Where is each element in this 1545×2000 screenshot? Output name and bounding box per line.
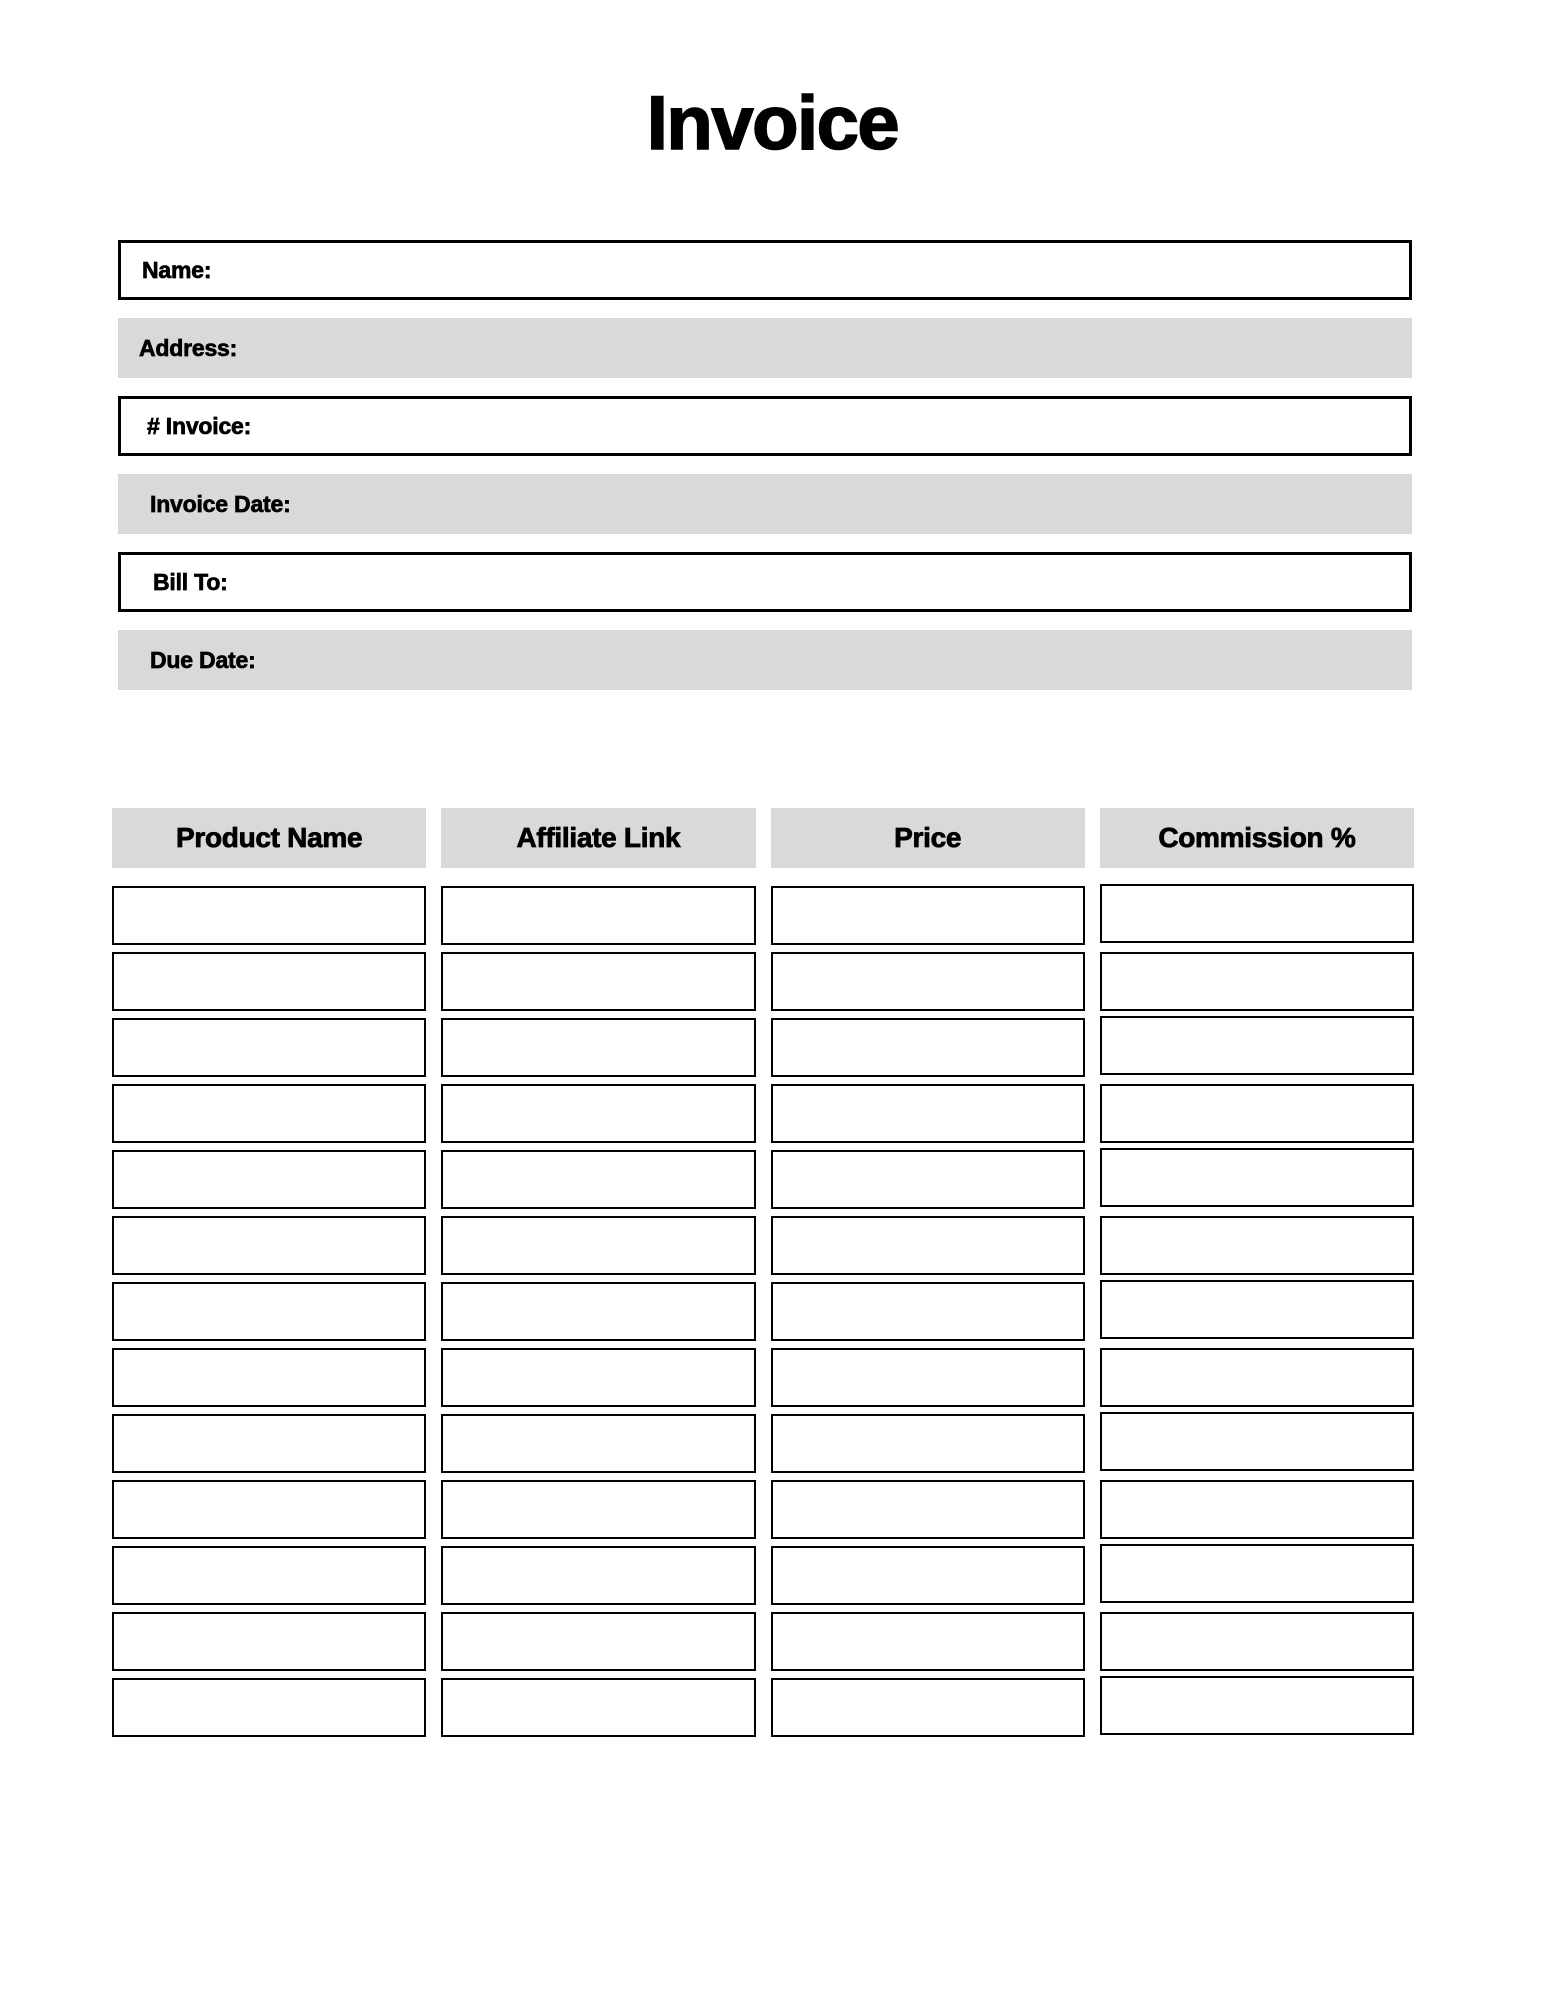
cell-commission-pct[interactable] [1100, 884, 1414, 943]
cell-product-name[interactable] [112, 1414, 426, 1473]
cell-product-name[interactable] [112, 1216, 426, 1275]
page-title: Invoice [646, 81, 899, 166]
cell-commission-pct[interactable] [1100, 1280, 1414, 1339]
table-row [112, 886, 1414, 945]
cell-affiliate-link[interactable] [441, 1678, 755, 1737]
cell-commission-pct[interactable] [1100, 1148, 1414, 1207]
table-row [112, 1084, 1414, 1143]
cell-product-name[interactable] [112, 1282, 426, 1341]
cell-commission-pct[interactable] [1100, 1348, 1414, 1407]
column-header-label: Price [894, 822, 962, 853]
column-header-affiliate-link [441, 808, 755, 868]
cell-affiliate-link[interactable] [441, 1084, 755, 1143]
cell-price[interactable] [771, 1678, 1085, 1737]
cell-commission-pct[interactable] [1100, 1676, 1414, 1735]
cell-price[interactable] [771, 1414, 1085, 1473]
form-row-due-date[interactable] [118, 630, 1412, 690]
cell-affiliate-link[interactable] [441, 1216, 755, 1275]
column-header-label: Product Name [176, 822, 363, 853]
form-label: Due Date: [150, 646, 256, 673]
cell-product-name[interactable] [112, 1150, 426, 1209]
form-row-invoice-date[interactable] [118, 474, 1412, 534]
table-row [112, 1018, 1414, 1077]
cell-price[interactable] [771, 1150, 1085, 1209]
cell-price[interactable] [771, 1480, 1085, 1539]
line-items-table [112, 808, 1414, 1744]
cell-commission-pct[interactable] [1100, 1016, 1414, 1075]
cell-price[interactable] [771, 1216, 1085, 1275]
table-row [112, 1414, 1414, 1473]
column-header-label: Affiliate Link [516, 822, 681, 853]
cell-commission-pct[interactable] [1100, 952, 1414, 1011]
table-row [112, 1150, 1414, 1209]
cell-commission-pct[interactable] [1100, 1612, 1414, 1671]
table-row [112, 952, 1414, 1011]
cell-affiliate-link[interactable] [441, 1018, 755, 1077]
column-header-commission [1100, 808, 1414, 868]
cell-affiliate-link[interactable] [441, 1348, 755, 1407]
cell-price[interactable] [771, 886, 1085, 945]
column-header-label: Commission % [1158, 822, 1356, 853]
cell-affiliate-link[interactable] [441, 1480, 755, 1539]
table-row [112, 1348, 1414, 1407]
cell-product-name[interactable] [112, 1480, 426, 1539]
form-row-invoice[interactable] [118, 396, 1412, 456]
form-label: Bill To: [153, 568, 228, 595]
table-row [112, 1612, 1414, 1671]
table-row [112, 1480, 1414, 1539]
cell-product-name[interactable] [112, 1546, 426, 1605]
cell-commission-pct[interactable] [1100, 1216, 1414, 1275]
form-label: Address: [139, 334, 238, 361]
table-row [112, 1546, 1414, 1605]
cell-price[interactable] [771, 1612, 1085, 1671]
cell-product-name[interactable] [112, 952, 426, 1011]
cell-affiliate-link[interactable] [441, 1282, 755, 1341]
cell-commission-pct[interactable] [1100, 1412, 1414, 1471]
cell-affiliate-link[interactable] [441, 952, 755, 1011]
cell-price[interactable] [771, 1546, 1085, 1605]
form-label: Name: [142, 256, 212, 283]
cell-price[interactable] [771, 1348, 1085, 1407]
table-header-row [112, 808, 1414, 868]
cell-commission-pct[interactable] [1100, 1084, 1414, 1143]
cell-product-name[interactable] [112, 1018, 426, 1077]
form-label: # Invoice: [147, 412, 252, 439]
cell-product-name[interactable] [112, 1678, 426, 1737]
table-body [112, 886, 1414, 1737]
form-row-bill-to[interactable] [118, 552, 1412, 612]
cell-commission-pct[interactable] [1100, 1544, 1414, 1603]
table-row [112, 1282, 1414, 1341]
cell-price[interactable] [771, 952, 1085, 1011]
cell-affiliate-link[interactable] [441, 1612, 755, 1671]
cell-affiliate-link[interactable] [441, 1546, 755, 1605]
cell-product-name[interactable] [112, 1084, 426, 1143]
column-header-product-name [112, 808, 426, 868]
table-row [112, 1216, 1414, 1275]
table-row [112, 1678, 1414, 1737]
cell-product-name[interactable] [112, 1612, 426, 1671]
invoice-header-form [118, 240, 1412, 708]
cell-affiliate-link[interactable] [441, 1150, 755, 1209]
cell-commission-pct[interactable] [1100, 1480, 1414, 1539]
cell-product-name[interactable] [112, 886, 426, 945]
form-label: Invoice Date: [150, 490, 291, 517]
cell-affiliate-link[interactable] [441, 886, 755, 945]
cell-affiliate-link[interactable] [441, 1414, 755, 1473]
cell-price[interactable] [771, 1018, 1085, 1077]
cell-price[interactable] [771, 1282, 1085, 1341]
cell-product-name[interactable] [112, 1348, 426, 1407]
form-row-address[interactable] [118, 318, 1412, 378]
column-header-price [771, 808, 1085, 868]
cell-price[interactable] [771, 1084, 1085, 1143]
form-row-name[interactable] [118, 240, 1412, 300]
